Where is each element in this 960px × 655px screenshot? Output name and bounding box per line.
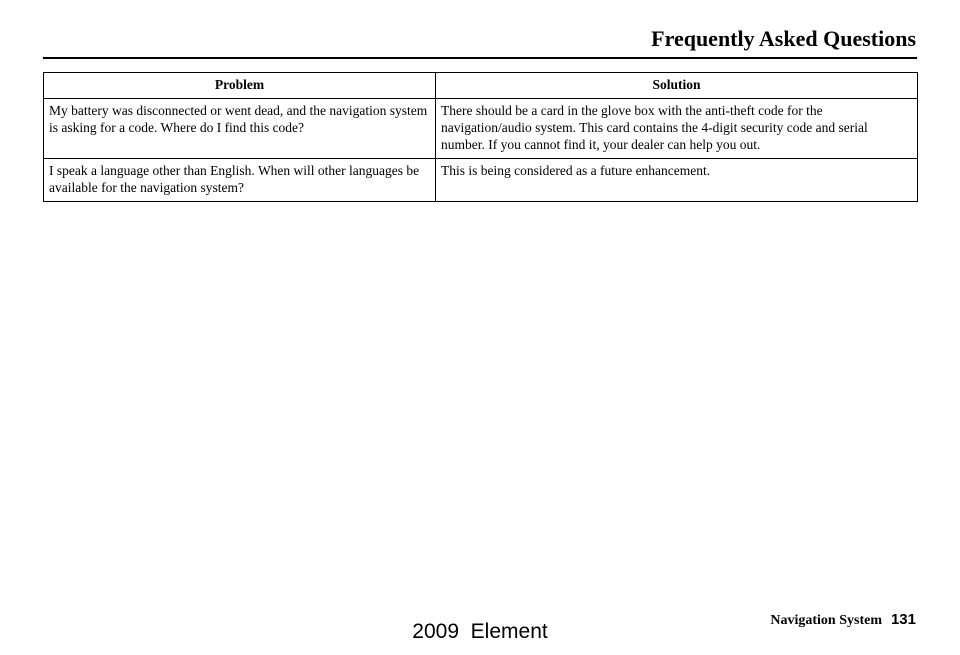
table-row [44, 99, 918, 159]
title-divider [43, 57, 917, 59]
column-header-solution: Solution [436, 73, 918, 99]
faq-table [43, 72, 918, 202]
watermark-text: 2009 Element [412, 620, 548, 643]
problem-cell: My battery was disconnected or went dead, and the navigation system is asking for a code. Where do I find this code? [44, 99, 436, 159]
solution-cell: This is being considered as a future enhancement. [436, 159, 918, 202]
table-header-row [44, 73, 918, 99]
table-row [44, 159, 918, 202]
column-header-problem: Problem [44, 73, 436, 99]
problem-cell: I speak a language other than English. When will other languages be available for the navigation system? [44, 159, 436, 202]
solution-cell: There should be a card in the glove box with the anti-theft code for the navigation/audio system. This card contains the 4-digit security code and serial number. If you cannot find it, your dealer can help you out. [436, 99, 918, 159]
page-number: 131 [890, 611, 916, 628]
page-title: Frequently Asked Questions [651, 26, 916, 51]
footer-section-name: Navigation System [770, 613, 882, 628]
